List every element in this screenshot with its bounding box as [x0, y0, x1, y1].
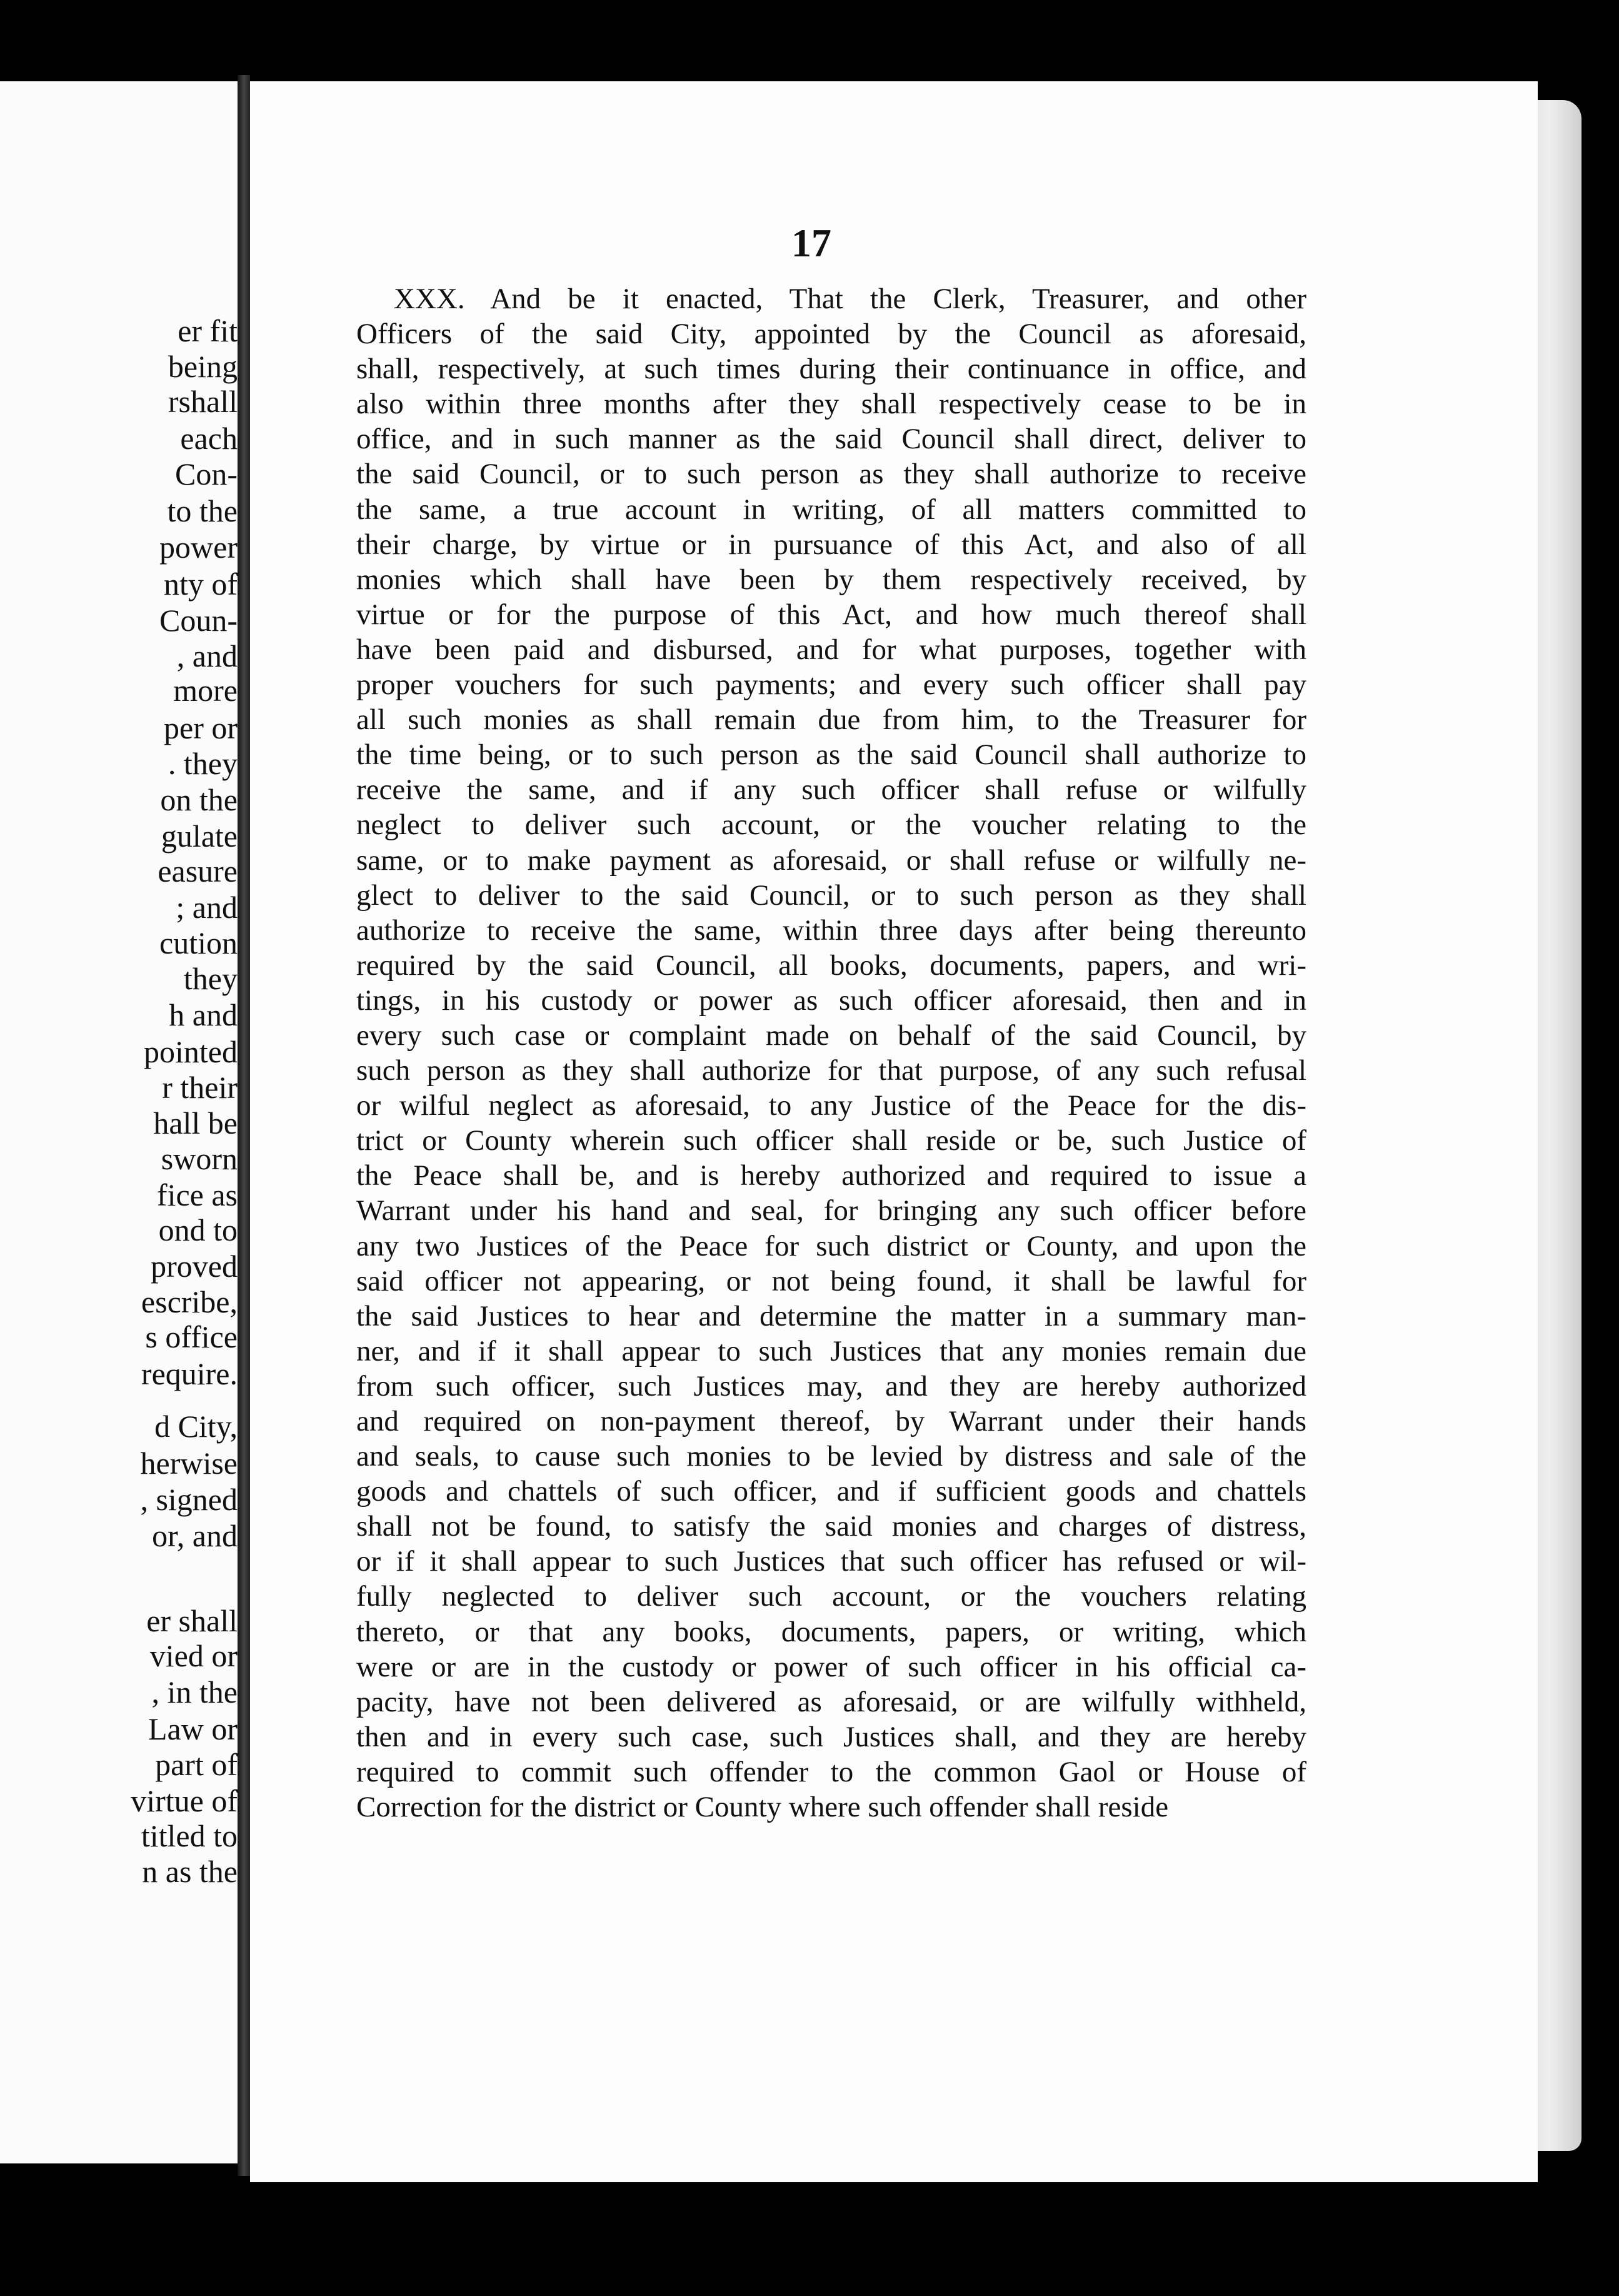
paragraph-line: the same, a true account in writing, of all matters committed to: [356, 493, 1306, 526]
left-page-fragment: sworn: [161, 1141, 238, 1176]
paragraph-line: Correction for the district or County where such offender shall reside: [356, 1791, 1169, 1824]
paragraph-line: virtue or for the purpose of this Act, and how much thereof shall: [356, 598, 1306, 631]
paragraph-line: then and in every such case, such Justices shall, and they are hereby: [356, 1720, 1306, 1753]
paragraph-line: also within three months after they shall respectively cease to be in: [356, 388, 1306, 421]
paragraph-line: proper vouchers for such payments; and every such officer shall pay: [356, 668, 1306, 702]
paragraph-line: authorize to receive the same, within three days after being thereunto: [356, 914, 1306, 947]
left-page-fragment: ; and: [176, 890, 238, 925]
left-page-fragment: , signed: [140, 1482, 238, 1517]
paragraph-line: any two Justices of the Peace for such district or County, and upon the: [356, 1229, 1306, 1262]
left-page-fragment: , in the: [151, 1674, 238, 1709]
paragraph-line: glect to deliver to the said Council, or to such person as they shall: [356, 879, 1306, 912]
left-page-fragment: r their: [162, 1070, 238, 1105]
paragraph-line: XXX. And be it enacted, That the Clerk, Treasurer, and other: [394, 283, 1306, 315]
paragraph-line: said officer not appearing, or not being found, it shall be lawful for: [356, 1264, 1306, 1297]
paragraph-line: have been paid and disbursed, and for what purposes, together with: [356, 633, 1306, 666]
page-number: 17: [791, 221, 831, 265]
left-page-fragment: part of: [155, 1747, 238, 1782]
paragraph-line: the said Council, or to such person as they shall authorize to receive: [356, 458, 1306, 491]
paragraph-line: Warrant under his hand and seal, for bringing any such officer before: [356, 1194, 1306, 1227]
left-page-fragment: s office: [145, 1319, 238, 1354]
left-page-fragment: . they: [168, 746, 238, 781]
section-paragraph: [356, 281, 1306, 1825]
paragraph-line: all such monies as shall remain due from him, to the Treasurer for: [356, 703, 1306, 737]
paragraph-line: shall not be found, to satisfy the said monies and charges of distress,: [356, 1510, 1306, 1543]
paragraph-line: or wilful neglect as aforesaid, to any Justice of the Peace for the dis-: [356, 1089, 1306, 1122]
left-page-fragment: d City,: [154, 1409, 238, 1444]
paragraph-line: and required on non-payment thereof, by Warrant under their hands: [356, 1405, 1306, 1438]
paragraph-line: ner, and if it shall appear to such Justices that any monies remain due: [356, 1334, 1306, 1367]
left-page-fragment: per or: [164, 710, 238, 745]
paragraph-line: tings, in his custody or power as such officer aforesaid, then and in: [356, 984, 1306, 1017]
paragraph-line: fully neglected to deliver such account, or the vouchers relating: [356, 1580, 1306, 1613]
left-page-fragment: herwise: [140, 1446, 238, 1481]
paragraph-line: monies which shall have been by them respectively received, by: [356, 563, 1306, 596]
paragraph-line: the Peace shall be, and is hereby authorized and required to issue a: [356, 1159, 1306, 1192]
paragraph-line: pacity, have not been delivered as aforesaid, or are wilfully withheld,: [356, 1685, 1306, 1718]
left-page-fragment: more: [173, 673, 238, 708]
left-page-fragment: virtue of: [131, 1783, 238, 1818]
left-page-fragment: h and: [169, 997, 238, 1032]
paragraph-line: or if it shall appear to such Justices that such officer has refused or wil-: [356, 1545, 1306, 1578]
paragraph-line: their charge, by virtue or in pursuance of this Act, and also of all: [356, 528, 1306, 561]
left-page-fragment: on the: [160, 782, 238, 817]
left-page-fragment: they: [183, 961, 238, 996]
left-page-fragment: power: [159, 530, 238, 565]
paragraph-line: required to commit such offender to the common Gaol or House of: [356, 1755, 1306, 1788]
left-page-fragment: Law or: [148, 1711, 238, 1746]
left-page-fragment: each: [180, 421, 238, 456]
left-page-fragment: pointed: [144, 1034, 238, 1069]
left-page-fragment: vied or: [149, 1638, 238, 1673]
left-page-fragment: nty of: [163, 566, 238, 602]
left-page-fragment: hall be: [153, 1105, 238, 1140]
left-page-fragment: er fit: [178, 313, 238, 348]
paragraph-line: receive the same, and if any such officer shall refuse or wilfully: [356, 773, 1306, 807]
paragraph-line: thereto, or that any books, documents, papers, or writing, which: [356, 1615, 1306, 1648]
paragraph-line: goods and chattels of such officer, and if sufficient goods and chattels: [356, 1475, 1306, 1508]
left-page: [0, 81, 238, 2163]
left-page-fragment: require.: [141, 1356, 238, 1391]
left-page-fragment: being: [168, 349, 238, 384]
paragraph-line: required by the said Council, all books, documents, papers, and wri-: [356, 949, 1306, 982]
book-gutter: [238, 75, 250, 2176]
paragraph-line: office, and in such manner as the said Council shall direct, deliver to: [356, 423, 1306, 456]
left-page-fragment: proved: [151, 1249, 238, 1284]
left-page-fragment: gulate: [161, 818, 238, 853]
left-page-fragment: n as the: [142, 1854, 238, 1889]
left-page-fragment: or, and: [152, 1518, 238, 1553]
left-page-fragment: Coun-: [159, 603, 238, 638]
left-page-fragment: cution: [159, 925, 238, 960]
left-page-fragment: er shall: [146, 1603, 238, 1638]
left-page-fragment: ond to: [158, 1212, 238, 1247]
paragraph-line: the said Justices to hear and determine the matter in a summary man-: [356, 1299, 1306, 1332]
paragraph-line: such person as they shall authorize for that purpose, of any such refusal: [356, 1054, 1306, 1087]
left-page-fragment: easure: [158, 853, 238, 889]
left-page-fragment: rshall: [168, 384, 238, 419]
paragraph-line: neglect to deliver such account, or the voucher relating to the: [356, 808, 1306, 842]
paragraph-line: and seals, to cause such monies to be levied by distress and sale of the: [356, 1440, 1306, 1473]
paragraph-line: same, or to make payment as aforesaid, or shall refuse or wilfully ne-: [356, 843, 1306, 877]
paragraph-line: Officers of the said City, appointed by the Council as aforesaid,: [356, 318, 1306, 351]
paragraph-line: were or are in the custody or power of such officer in his official ca-: [356, 1650, 1306, 1683]
paragraph-line: the time being, or to such person as the said Council shall authorize to: [356, 738, 1306, 772]
left-page-fragment: fice as: [156, 1177, 238, 1212]
paragraph-line: shall, respectively, at such times during their continuance in office, and: [356, 353, 1306, 386]
left-page-fragment: Con-: [175, 456, 238, 491]
left-page-fragment: titled to: [141, 1818, 238, 1853]
paragraph-line: from such officer, such Justices may, and they are hereby authorized: [356, 1369, 1306, 1402]
left-page-fragment: , and: [176, 638, 238, 673]
paragraph-line: trict or County wherein such officer shall reside or be, such Justice of: [356, 1124, 1306, 1157]
paragraph-line: every such case or complaint made on behalf of the said Council, by: [356, 1019, 1306, 1052]
left-page-fragment: escribe,: [141, 1284, 238, 1319]
left-page-fragment: to the: [167, 493, 238, 528]
